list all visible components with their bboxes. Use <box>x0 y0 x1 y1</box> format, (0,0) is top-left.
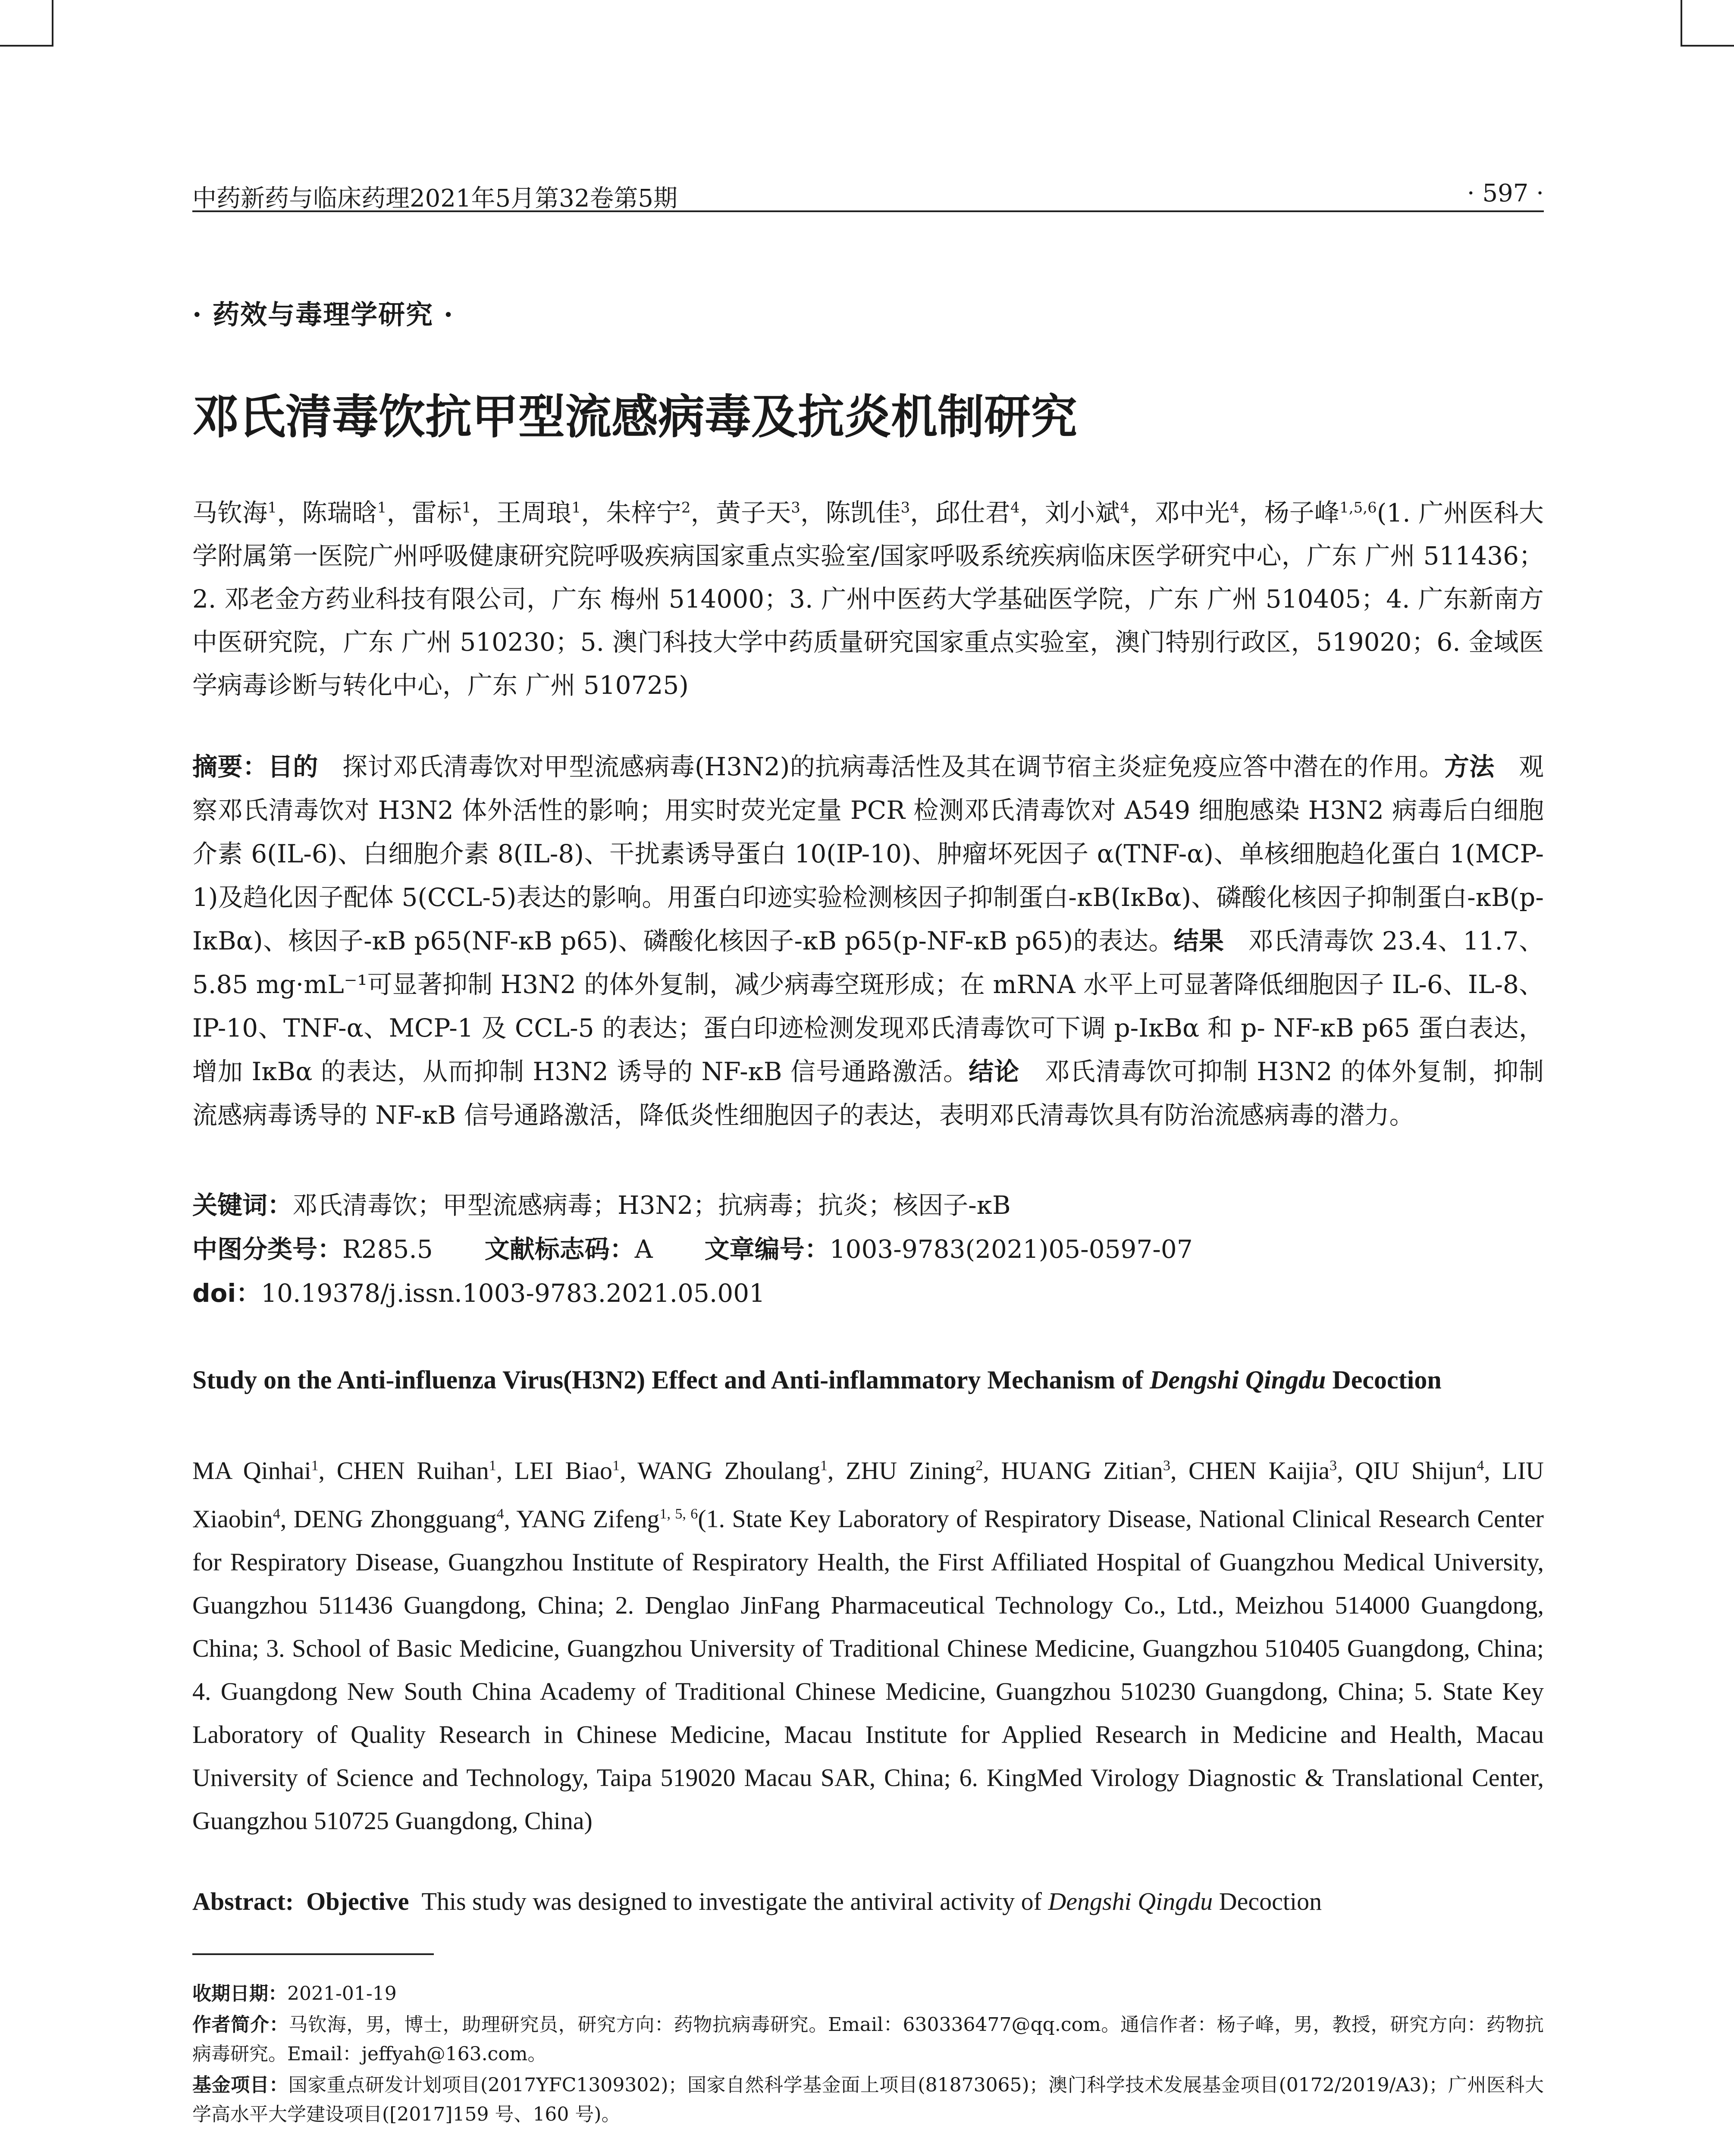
crop-mark <box>1681 45 1734 47</box>
author-affiliation-mark: 1 <box>489 1458 496 1474</box>
affiliations-english: (1. State Key Laboratory of Respiratory Disease, National Clinical Research Center for Respiratory Disease, Guangzhou Institute of Respiratory Health, the First Affiliated Hospital of Guangzhou Medical University, Guangzhou 511436 Guangdong, China; 2. Denglao JinFang Pharmaceutical Technology Co., Ltd., Meizhou 514000 Guangdong, China; 3. School of Basic Medicine, Guangzhou University of Traditional Chinese Medicine, Guangzhou 510405 Guangdong, China; 4. Guangdong New South China Academy of Traditional Chinese Medicine, Guangzhou 510230 Guangdong, China; 5. State Key Laboratory of Quality Research in Chinese Medicine, Macau Institute for Applied Research in Medicine and Health, Macau University of Science and Technology, Taipa 519020 Macau SAR, China; 6. KingMed Virology Diagnostic & Translational Center, Guangzhou 510725 Guangdong, China) <box>192 1504 1544 1835</box>
author-name: 杨子峰 <box>1264 498 1340 528</box>
conclusion-text: 邓氏清毒饮可抑制 H3N2 的体外复制，抑制流感病毒诱导的 NF-κB 信号通路激活，降低炎性细胞因子的表达，表明邓氏清毒饮具有防治流感病毒的潜力。 <box>192 1057 1544 1130</box>
fund-label: 基金项目： <box>192 2074 288 2096</box>
author-name: 雷标 <box>411 498 462 528</box>
author-affiliation-mark: 1 <box>462 499 471 517</box>
author-name: LEI Biao <box>514 1457 613 1485</box>
journal-name: 中药新药与临床药理2021年5月第32卷第5期 <box>192 185 678 213</box>
article-no-value: 1003-9783(2021)05-0597-07 <box>829 1235 1193 1264</box>
author-name: 黄子天 <box>715 498 791 528</box>
author-affiliation-mark: 4 <box>1477 1458 1484 1474</box>
author-name: 邱仕君 <box>935 498 1011 528</box>
author-name: 陈凯佳 <box>825 498 901 528</box>
title-en-part2: Decoction <box>1326 1366 1442 1394</box>
author-affiliation-mark: 1 <box>377 499 387 517</box>
author-affiliation-mark: 3 <box>900 499 910 517</box>
author-name: 陈瑞晗 <box>302 498 377 528</box>
abstract-en-text: This study was designed to investigate the antiviral activity of <box>421 1887 1048 1915</box>
received-date <box>192 1979 1544 2009</box>
methods-text: 观察邓氏清毒饮对 H3N2 体外活性的影响；用实时荧光定量 PCR 检测邓氏清毒饮对 A549 细胞感染 H3N2 病毒后白细胞介素 6(IL-6)、白细胞介素 8(IL-8)、干扰素诱导蛋白 10(IP-10)、肿瘤坏死因子 α(TNF-α)、单核细胞趋化蛋白 1(MCP-1)及趋化因子配体 5(CCL-5)表达的影响。用蛋白印迹实验检测核因子抑制蛋白-κB(IκBα)、磷酸化核因子抑制蛋白-κB(p-IκBα)、核因子-κB p65(NF-κB p65)、磷酸化核因子-κB p65(p-NF-κB p65)的表达。 <box>192 752 1544 956</box>
author-bio-text: 马钦海，男，博士，助理研究员，研究方向：药物抗病毒研究。Email：630336477@qq.com。通信作者：杨子峰，男，教授，研究方向：药物抗病毒研究。Email：jeffyah@163.com。 <box>192 2014 1544 2065</box>
clc-label: 中图分类号： <box>192 1235 343 1264</box>
author-affiliation-mark: 1 <box>820 1458 828 1474</box>
author-bio-label: 作者简介： <box>192 2014 289 2036</box>
author-affiliation-mark: 4 <box>1229 499 1239 517</box>
author-name: HUANG Zitian <box>1001 1457 1163 1485</box>
author-name: 王周琅 <box>496 498 572 528</box>
section-tag: · 药效与毒理学研究 · <box>192 299 454 330</box>
abstract-english <box>192 1880 1544 1923</box>
affiliations-chinese: (1. 广州医科大学附属第一医院广州呼吸健康研究院呼吸疾病国家重点实验室/国家呼吸系统疾病临床医学研究中心，广东 广州 511436；2. 邓老金方药业科技有限公司，广东 梅州 514000；3. 广州中医药大学基础医学院，广东 广州 510405；4. 广东新南方中医研究院，广东 广州 510230；5. 澳门科技大学中药质量研究国家重点实验室，澳门特别行政区，519020；6. 金域医学病毒诊断与转化中心，广东 广州 510725) <box>192 498 1544 700</box>
author-affiliation-mark: 3 <box>1330 1458 1337 1474</box>
crop-mark <box>52 0 53 47</box>
received-value: 2021-01-19 <box>287 1983 397 2005</box>
author-name: CHEN Kaijia <box>1188 1457 1330 1485</box>
abstract-en-text-after: Decoction <box>1213 1887 1322 1915</box>
author-affiliation-mark: 1 <box>311 1458 319 1474</box>
keywords-label: 关键词： <box>192 1191 293 1220</box>
author-affiliation-mark: 4 <box>1120 499 1130 517</box>
author-name: LIU Xiaobin <box>192 1457 1544 1533</box>
footnotes <box>192 1979 1544 2131</box>
fund-info <box>192 2071 1544 2129</box>
author-affiliation-mark: 2 <box>975 1458 983 1474</box>
author-affiliation-mark: 4 <box>496 1506 504 1522</box>
author-affiliation-mark: 1, 5, 6 <box>659 1506 698 1522</box>
objective-label: 目的 <box>268 752 318 781</box>
author-affiliation-mark: 3 <box>791 499 800 517</box>
title-chinese: 邓氏清毒饮抗甲型流感病毒及抗炎机制研究 <box>192 390 1078 444</box>
title-en-part1: Study on the Anti-influenza Virus(H3N2) Effect and Anti-inflammatory Mechanism of <box>192 1366 1150 1394</box>
author-affiliation-mark: 1 <box>571 499 581 517</box>
doi-label: doi： <box>192 1279 261 1308</box>
abstract-label: 摘要： <box>192 752 268 781</box>
title-en-italic: Dengshi Qingdu <box>1150 1366 1326 1394</box>
received-label: 收期日期： <box>192 1983 287 2005</box>
results-text: 邓氏清毒饮 23.4、11.7、5.85 mg·mL⁻¹可显著抑制 H3N2 的体外复制，减少病毒空斑形成；在 mRNA 水平上可显著降低细胞因子 IL-6、IL-8、IP-10、TNF-α、MCP-1 及 CCL-5 的表达；蛋白印迹检测发现邓氏清毒饮可下调 p-IκBα 和 p- NF-κB p65 蛋白表达，增加 IκBα 的表达，从而抑制 H3N2 诱导的 NF-κB 信号通路激活。 <box>192 926 1544 1086</box>
author-name: WANG Zhoulang <box>637 1457 820 1485</box>
author-affiliation-mark: 4 <box>1010 499 1020 517</box>
author-name: CHEN Ruihan <box>336 1457 489 1485</box>
author-affiliation-mark: 3 <box>1163 1458 1170 1474</box>
author-affiliation-mark: 2 <box>681 499 691 517</box>
author-affiliation-mark: 1 <box>267 499 277 517</box>
article-no-label: 文章编号： <box>704 1235 830 1264</box>
conclusion-label: 结论 <box>969 1057 1020 1086</box>
doi-value: 10.19378/j.issn.1003-9783.2021.05.001 <box>261 1279 765 1308</box>
running-header <box>192 176 1544 212</box>
authors-chinese <box>192 486 1544 707</box>
authors-english <box>192 1445 1544 1843</box>
results-label: 结果 <box>1173 926 1224 956</box>
abstract-en-objective-label: Objective <box>306 1887 409 1915</box>
abstract-en-label: Abstract: <box>192 1887 294 1915</box>
crop-mark <box>1681 0 1682 47</box>
author-name: 刘小斌 <box>1044 498 1120 528</box>
doi-line <box>192 1273 765 1309</box>
author-affiliation-mark: 1,5,6 <box>1339 499 1377 517</box>
abstract-chinese <box>192 745 1544 1137</box>
author-name: DENG Zhongguang <box>293 1504 497 1533</box>
objective-text: 探讨邓氏清毒饮对甲型流感病毒(H3N2)的抗病毒活性及其在调节宿主炎症免疫应答中潜在的作用。 <box>342 752 1444 781</box>
footnote-rule <box>192 1953 434 1955</box>
author-list: MA Qinhai$^1$, CHEN Ruihan$^1$, LEI Biao$^1$, WANG Zhoulang$^1$, ZHU Zining$^2$, HUANG Zitian$^3$, CHEN Kaijia$^3$, QIU Shijun$^4$, LIU Xiaobin$^4$, DENG Zhongguang$^4$, YANG Zifeng$^{1, 5, 6}$ <box>192 1457 1544 1533</box>
doc-code-value: A <box>634 1235 653 1264</box>
doc-code-label: 文献标志码： <box>484 1235 635 1264</box>
author-name: QIU Shijun <box>1355 1457 1477 1485</box>
abstract-en-italic: Dengshi Qingdu <box>1048 1887 1213 1915</box>
author-name: ZHU Zining <box>845 1457 976 1485</box>
author-name: 马钦海 <box>192 498 268 528</box>
author-name: MA Qinhai <box>192 1457 311 1485</box>
page-number: · 597 · <box>1467 179 1544 207</box>
author-bio <box>192 2010 1544 2069</box>
author-affiliation-mark: 4 <box>273 1506 280 1522</box>
author-list: 马钦海$^1$，陈瑞晗$^1$，雷标$^1$，王周琅$^1$，朱梓宁$^2$，黄子天$^3$，陈凯佳$^3$，邱仕君$^4$，刘小斌$^4$，邓中光$^4$，杨子峰$^{1,5,6}$ <box>192 498 1377 528</box>
title-english <box>192 1358 1544 1401</box>
keywords-value: 邓氏清毒饮；甲型流感病毒；H3N2；抗病毒；抗炎；核因子-κB <box>292 1191 1011 1220</box>
author-name: YANG Zifeng <box>516 1504 660 1533</box>
methods-label: 方法 <box>1444 752 1495 781</box>
author-affiliation-mark: 1 <box>612 1458 620 1474</box>
author-name: 邓中光 <box>1154 498 1230 528</box>
crop-mark <box>0 45 53 47</box>
keywords <box>192 1185 1011 1221</box>
classification-line <box>192 1229 1193 1265</box>
author-name: 朱梓宁 <box>606 498 681 528</box>
clc-value: R285.5 <box>342 1235 433 1264</box>
fund-text: 国家重点研发计划项目(2017YFC1309302)；国家自然科学基金面上项目(81873065)；澳门科学技术发展基金项目(0172/2019/A3)；广州医科大学高水平大学建设项目([2017]159 号、160 号)。 <box>192 2074 1544 2125</box>
